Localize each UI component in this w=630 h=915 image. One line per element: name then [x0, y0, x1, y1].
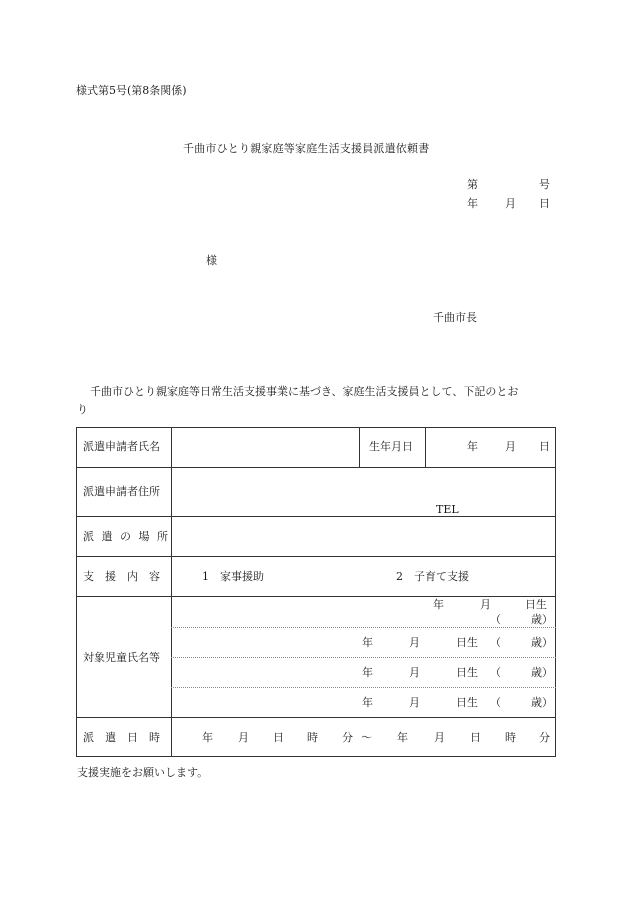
child-3-age-open: （: [490, 666, 501, 679]
birthdate-month: 月: [505, 440, 516, 453]
child-4-age-close: 歳）: [531, 696, 553, 709]
document-number-suffix: 号: [539, 178, 550, 191]
birthdate-label: 生年月日: [369, 440, 413, 453]
child-row-dotted-divider: [171, 627, 556, 628]
request-form-table: [76, 427, 556, 757]
table-row-divider: [76, 596, 556, 597]
applicant-address-label: 派遣申請者住所: [83, 485, 160, 498]
dispatch-start-month: 月: [238, 731, 249, 744]
table-row-divider: [76, 717, 556, 718]
child-1-age-open: （: [490, 613, 501, 626]
dispatch-end-year: 年: [397, 731, 408, 744]
child-3-age-close: 歳）: [531, 666, 553, 679]
support-option-childcare: 2 子育て支援: [396, 570, 469, 583]
child-4-birth-day: 日生: [456, 696, 478, 709]
body-text-line-1: 千曲市ひとり親家庭等日常生活支援事業に基づき、家庭生活支援員として、下記のとお: [90, 385, 519, 398]
table-row-divider: [76, 556, 556, 557]
support-option-housework: 1 家事援助: [202, 570, 264, 583]
child-2-age-close: 歳）: [531, 636, 553, 649]
table-column-divider: [359, 427, 360, 467]
birthdate-year: 年: [467, 440, 478, 453]
dispatch-datetime-label: 派 遣 日 時: [83, 731, 160, 744]
child-3-birth-month: 月: [409, 666, 420, 679]
birthdate-day: 日: [539, 440, 550, 453]
issue-date-year: 年: [467, 197, 478, 210]
dispatch-place-label: 派 遣 の 場 所: [83, 530, 170, 543]
target-children-label: 対象児童氏名等: [83, 651, 160, 664]
dispatch-start-minute: 分: [342, 731, 353, 744]
addressee-honorific: 様: [206, 254, 217, 267]
tel-label: TEL: [436, 503, 459, 516]
dispatch-start-hour: 時: [307, 731, 318, 744]
dispatch-end-hour: 時: [505, 731, 516, 744]
table-row-divider: [76, 516, 556, 517]
table-column-divider: [425, 427, 426, 467]
child-4-age-open: （: [490, 696, 501, 709]
child-4-birth-month: 月: [409, 696, 420, 709]
child-1-age-close: 歳）: [531, 613, 553, 626]
dispatch-end-month: 月: [434, 731, 445, 744]
dispatch-start-year: 年: [202, 731, 213, 744]
table-row-divider: [76, 467, 556, 468]
dispatch-range-tilde: ～: [361, 731, 372, 744]
child-row-dotted-divider: [171, 657, 556, 658]
child-1-birth-month: 月: [480, 598, 491, 611]
document-title: 千曲市ひとり親家庭等家庭生活支援員派遣依頼書: [183, 142, 430, 155]
issuer-name: 千曲市長: [433, 311, 477, 324]
child-2-age-open: （: [490, 636, 501, 649]
dispatch-start-day: 日: [273, 731, 284, 744]
child-1-birth-day: 日生: [525, 598, 547, 611]
child-4-birth-year: 年: [362, 696, 373, 709]
closing-text: 支援実施をお願いします。: [77, 766, 209, 779]
child-2-birth-year: 年: [362, 636, 373, 649]
child-2-birth-month: 月: [409, 636, 420, 649]
dispatch-end-minute: 分: [539, 731, 550, 744]
body-text-line-2: り: [77, 403, 88, 416]
document-number-prefix: 第: [467, 178, 478, 191]
table-label-column-divider: [171, 427, 172, 757]
support-content-label: 支 援 内 容: [83, 570, 160, 583]
form-number-label: 様式第5号(第8条関係): [76, 84, 187, 97]
child-2-birth-day: 日生: [456, 636, 478, 649]
issue-date-day: 日: [539, 197, 550, 210]
issue-date-month: 月: [505, 197, 516, 210]
applicant-name-label: 派遣申請者氏名: [83, 440, 160, 453]
dispatch-end-day: 日: [470, 731, 481, 744]
child-3-birth-day: 日生: [456, 666, 478, 679]
child-3-birth-year: 年: [362, 666, 373, 679]
child-row-dotted-divider: [171, 687, 556, 688]
child-1-birth-year: 年: [433, 598, 444, 611]
